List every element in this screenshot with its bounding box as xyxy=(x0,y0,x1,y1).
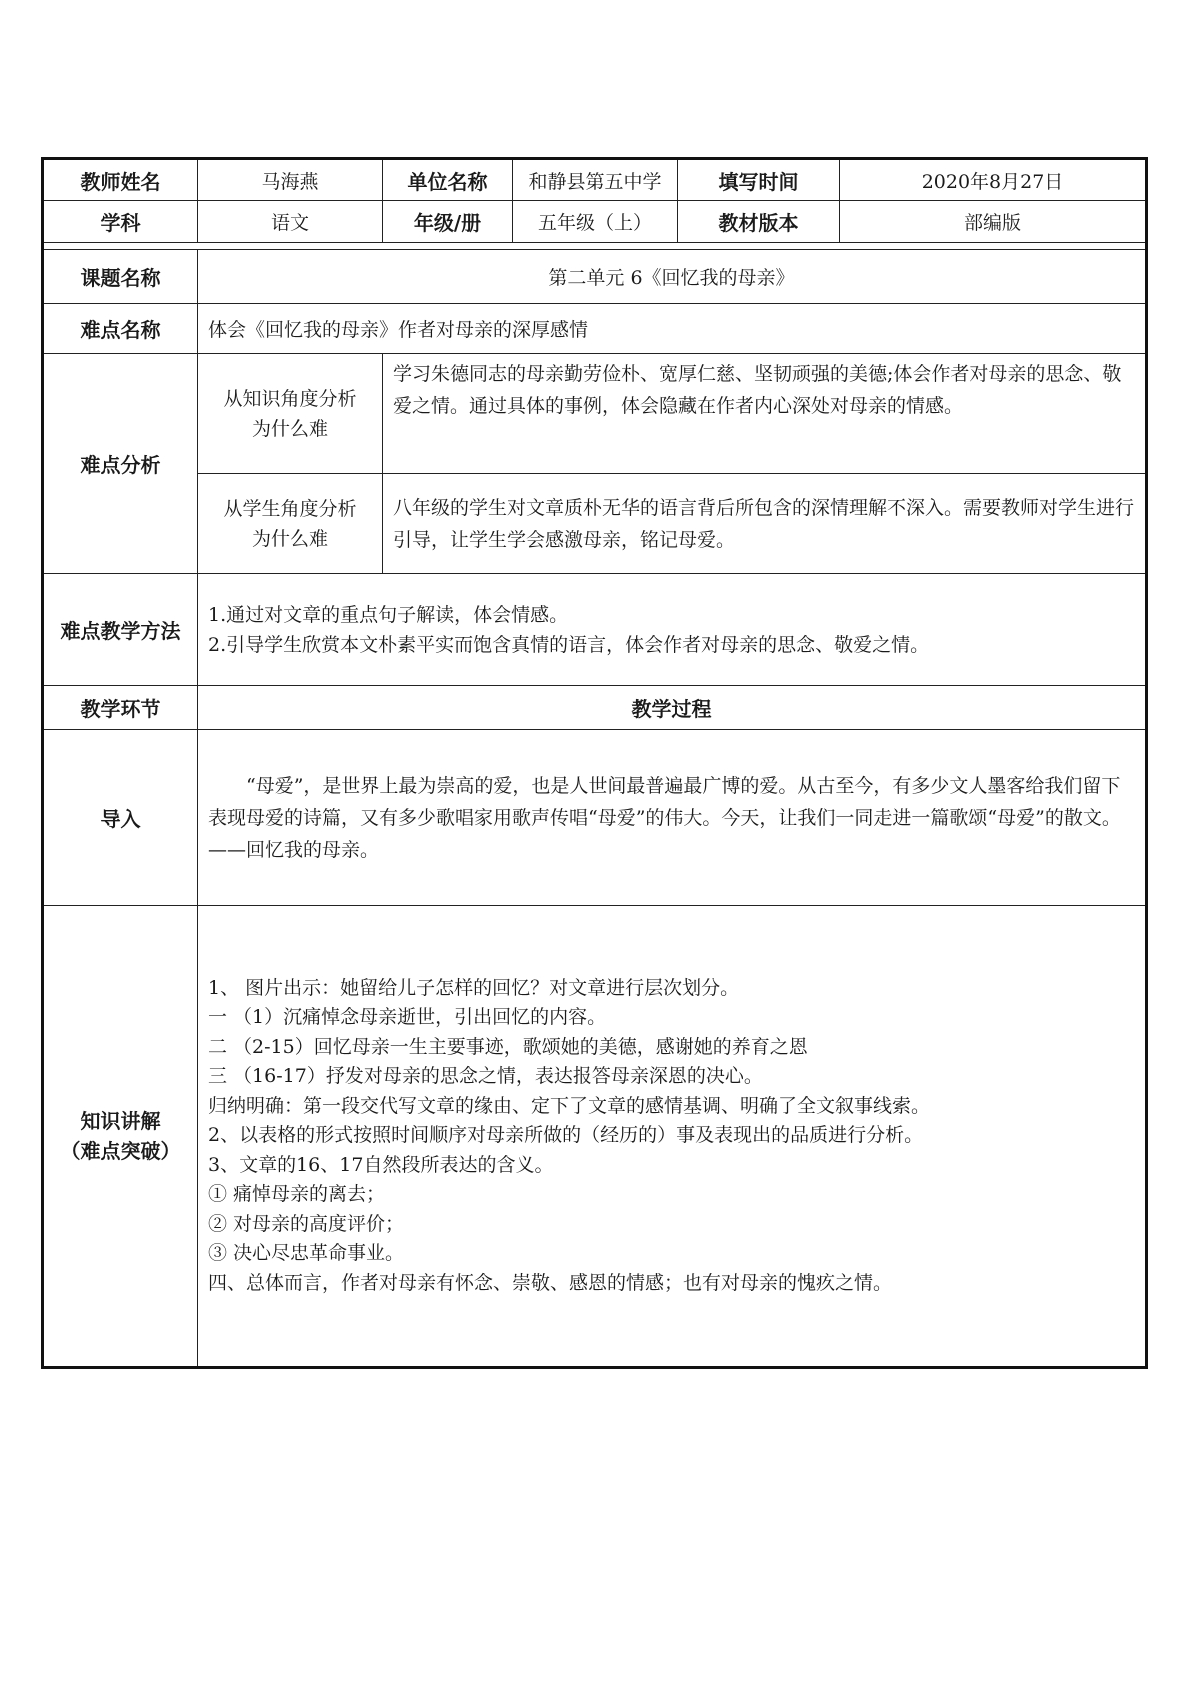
stage-header-label: 教学环节 xyxy=(43,686,198,730)
knowledge-line: 3、文章的16、17自然段所表达的含义。 xyxy=(208,1153,554,1176)
knowledge-angle-text: 学习朱德同志的母亲勤劳俭朴、宽厚仁慈、坚韧顽强的美德;体会作者对母亲的思念、敬爱之情。通过具体的事例，体会隐藏在作者内心深处对母亲的情感。 xyxy=(393,363,1122,417)
student-angle-text: 八年级的学生对文章质朴无华的语言背后所包含的深情理解不深入。需要教师对学生进行引导，让学生学会感激母亲，铭记母爱。 xyxy=(393,496,1135,551)
lesson-plan-table xyxy=(41,157,1148,1369)
knowledge-line: 2、以表格的形式按照时间顺序对母亲所做的（经历的）事及表现出的品质进行分析。 xyxy=(208,1124,924,1147)
method-item: 1.通过对文章的重点句子解读，体会情感。 xyxy=(208,603,569,626)
teacher-name-value: 马海燕 xyxy=(198,159,383,201)
difficulty-label: 难点名称 xyxy=(43,304,198,354)
student-angle-label xyxy=(198,474,383,574)
student-angle-cell xyxy=(383,474,1147,574)
methods-cell xyxy=(198,574,1147,686)
student-angle-label-line1: 从学生角度分析 xyxy=(223,497,357,520)
fill-date-value: 2020年8月27日 xyxy=(840,159,1147,201)
knowledge-line: 一 （1）沉痛悼念母亲逝世，引出回忆的内容。 xyxy=(208,1006,607,1029)
knowledge-line: ② 对母亲的高度评价； xyxy=(208,1212,405,1235)
knowledge-line: ③ 决心尽忠革命事业。 xyxy=(208,1242,405,1265)
process-header-label: 教学过程 xyxy=(198,686,1147,730)
lesson-plan-document xyxy=(41,157,1145,1369)
knowledge-line: ① 痛悼母亲的离去； xyxy=(208,1183,386,1206)
knowledge-label-line2: （难点突破） xyxy=(60,1139,181,1163)
knowledge-line: 三 （16-17）抒发对母亲的思念之情，表达报答母亲深恩的决心。 xyxy=(208,1065,763,1088)
topic-value: 第二单元 6《回忆我的母亲》 xyxy=(198,250,1147,304)
fill-date-label: 填写时间 xyxy=(678,159,840,201)
edition-label: 教材版本 xyxy=(678,201,840,243)
subject-label: 学科 xyxy=(43,201,198,243)
knowledge-label-line1: 知识讲解 xyxy=(80,1109,161,1133)
knowledge-line: 四、总体而言，作者对母亲有怀念、崇敬、感恩的情感；也有对母亲的愧疚之情。 xyxy=(208,1271,893,1294)
knowledge-angle-label-line2: 为什么难 xyxy=(251,417,328,440)
analysis-label: 难点分析 xyxy=(43,354,198,574)
unit-name-value: 和静县第五中学 xyxy=(513,159,678,201)
difficulty-value: 体会《回忆我的母亲》作者对母亲的深厚感情 xyxy=(198,304,1147,354)
knowledge-angle-label xyxy=(198,354,383,474)
knowledge-lines xyxy=(198,974,1145,1299)
methods-label: 难点教学方法 xyxy=(43,574,198,686)
grade-label: 年级/册 xyxy=(383,201,513,243)
edition-value: 部编版 xyxy=(840,201,1147,243)
knowledge-angle-cell xyxy=(383,354,1147,474)
student-angle-label-line2: 为什么难 xyxy=(251,527,328,550)
knowledge-line: 归纳明确：第一段交代写文章的缘由、定下了文章的感情基调、明确了全文叙事线索。 xyxy=(208,1094,931,1117)
intro-text: “母爱”，是世界上最为崇高的爱，也是人世间最普遍最广博的爱。从古至今，有多少文人墨客给我们留下表现母爱的诗篇，又有多少歌唱家用歌声传唱“母爱”的伟大。今天，让我们一同走进一篇歌颂“母爱”的散文。——回忆我的母亲。 xyxy=(208,774,1121,861)
subject-value: 语文 xyxy=(198,201,383,243)
intro-cell xyxy=(198,730,1147,906)
knowledge-line: 1、 图片出示：她留给儿子怎样的回忆？对文章进行层次划分。 xyxy=(208,976,740,999)
knowledge-label xyxy=(43,906,198,1368)
method-item: 2.引导学生欣赏本文朴素平实而饱含真情的语言，体会作者对母亲的思念、敬爱之情。 xyxy=(208,633,930,656)
knowledge-angle-label-line1: 从知识角度分析 xyxy=(223,387,357,410)
knowledge-cell xyxy=(198,906,1147,1368)
intro-label: 导入 xyxy=(43,730,198,906)
methods-list xyxy=(198,600,1145,660)
topic-label: 课题名称 xyxy=(43,250,198,304)
knowledge-line: 二 （2-15）回忆母亲一生主要事迹，歌颂她的美德，感谢她的养育之恩 xyxy=(208,1035,808,1058)
teacher-name-label: 教师姓名 xyxy=(43,159,198,201)
grade-value: 五年级（上） xyxy=(513,201,678,243)
unit-name-label: 单位名称 xyxy=(383,159,513,201)
